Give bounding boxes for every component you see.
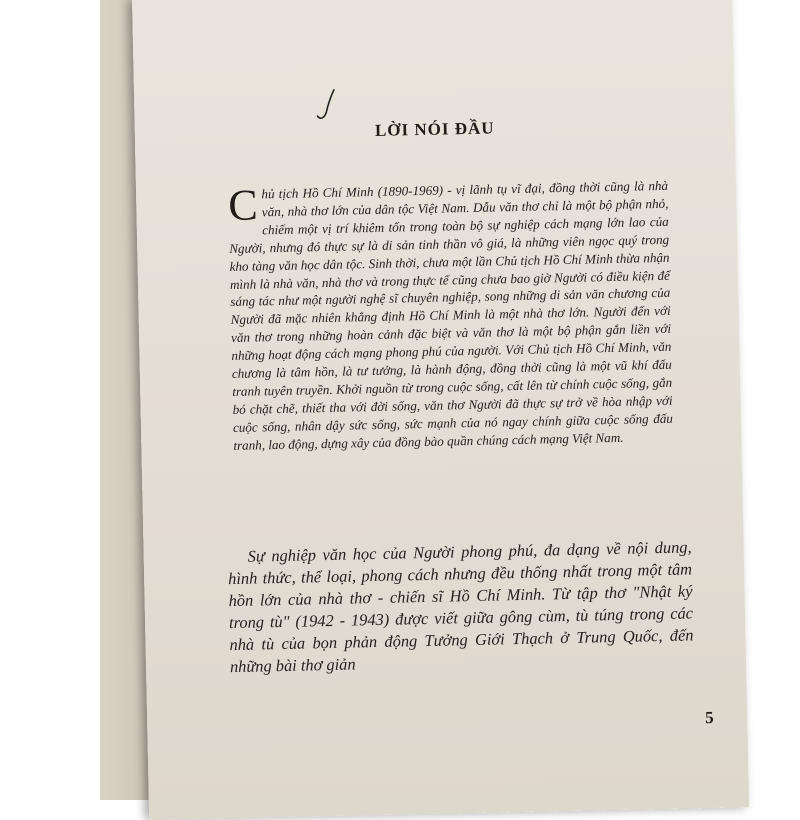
drop-cap: C xyxy=(227,180,259,231)
book-photo xyxy=(100,0,714,800)
paragraph-2: Sự nghiệp văn học của Người phong phú, đa dạng về nội dung, hình thức, thể loại, phong cách nhưng đều thống nhất trong một tâm hồn lớn của nhà thơ - chiến sĩ Hồ Chí Minh. Từ tập thơ "Nhật ký trong tù" (1942 - 1943) được viết giữa gông cùm, tù túng trong các nhà tù của bọn phản động Tưởng Giới Thạch ở Trung Quốc, đến những bài thơ giản xyxy=(227,537,694,677)
pen-checkmark-icon xyxy=(314,88,337,122)
book-page xyxy=(132,0,749,820)
page-number: 5 xyxy=(704,707,714,728)
paragraph-1 xyxy=(228,177,674,455)
paragraph-1-text: hủ tịch Hồ Chí Minh (1890-1969) - vị lãnh tụ vĩ đại, đồng thời cũng là nhà văn, nhà thơ lớn của dân tộc Việt Nam. Dẫu văn thơ chỉ là một bộ phận nhỏ, chiếm một vị trí khiêm tốn trong toàn bộ sự nghiệp cách mạng lớn lao của Người, nhưng đó thực sự là di sản tinh thần vô giá, là những viên ngọc quý trong kho tàng văn học dân tộc. Sinh thời, chưa một lần Chủ tịch Hồ Chí Minh thừa nhận mình là nhà văn, nhà thơ và trong thực tế cũng chưa bao giờ Người có điều kiện để sáng tác như một người nghệ sĩ chuyên nghiệp, song những di sản văn chương của Người đã mặc nhiên khẳng định Hồ Chí Minh là một nhà thơ lớn. Người đến với văn thơ trong những hoàn cảnh đặc biệt và văn thơ là một bộ phận gắn liền với những hoạt động cách mạng phong phú của người. Với Chủ tịch Hồ Chí Minh, văn chương là tâm hồn, là tư tưởng, là hành động, đồng thời cũng là một vũ khí đấu tranh tuyên truyền. Khởi nguồn từ trong cuộc sống, cất lên từ chính cuộc sống, gắn bó chặt chẽ, thiết tha với đời sống, văn thơ Người đã thực sự trở về hòa nhập với cuộc sống, nhân dậy sức sống, sức mạnh của nó ngay chính giữa cuộc sống đấu tranh, lao động, dựng xây của đồng bào quần chúng cách mạng Việt Nam. xyxy=(229,177,674,453)
page-title: LỜI NÓI ĐẦU xyxy=(374,118,495,140)
